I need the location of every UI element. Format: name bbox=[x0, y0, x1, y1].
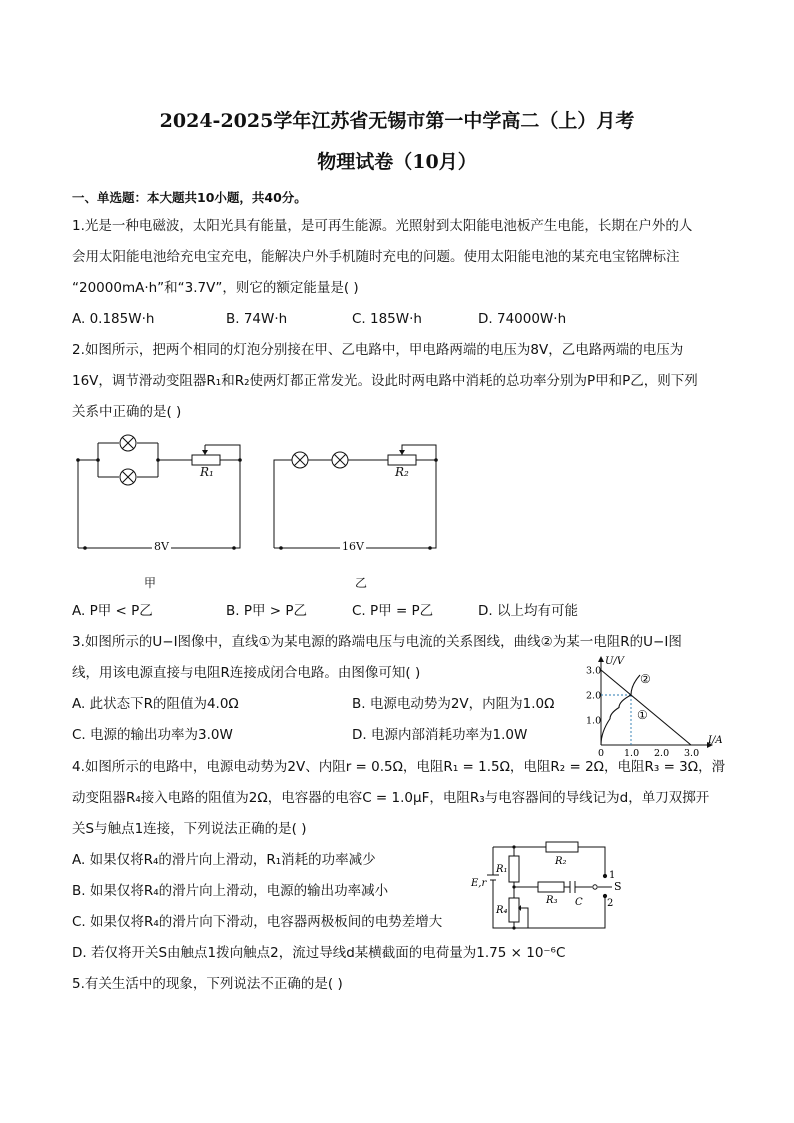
q2-option-c: C. P甲 = P乙 bbox=[352, 603, 434, 619]
q1-option-d: D. 74000W·h bbox=[478, 311, 567, 327]
q4-option-d: D. 若仅将开关S由触点1拨向触点2，流过导线d某横截面的电荷量为1.75 × 10⁻⁶C bbox=[72, 945, 566, 961]
x-tick-label: 1.0 bbox=[624, 748, 640, 759]
q5-line1: 5.有关生活中的现象，下列说法不正确的是( ) bbox=[72, 976, 343, 992]
q3-line2: 线，用该电源直接与电阻R连接成闭合电路。由图像可知( ) bbox=[72, 665, 421, 681]
q3-option-d: D. 电源内部消耗功率为1.0W bbox=[352, 727, 528, 743]
q1-line1: 1.光是一种电磁波，太阳光具有能量，是可再生能源。光照射到太阳能电池板产生电能，长期在户外的人 bbox=[72, 218, 693, 234]
y-tick-label: 1.0 bbox=[586, 715, 602, 727]
q3-option-c: C. 电源的输出功率为3.0W bbox=[72, 727, 233, 743]
y-tick-label: 2.0 bbox=[586, 690, 602, 702]
q2-line1: 2.如图所示，把两个相同的灯泡分别接在甲、乙电路中，甲电路两端的电压为8V，乙电路两端的电压为 bbox=[72, 342, 684, 358]
q2-option-a: A. P甲 < P乙 bbox=[72, 603, 153, 619]
q3-line1: 3.如图所示的U−I图像中，直线①为某电源的路端电压与电流的关系图线，曲线②为某一电阻R的U−I图 bbox=[72, 634, 682, 650]
q2-line2: 16V，调节滑动变阻器R₁和R₂使两灯都正常发光。设此时两电路中消耗的总功率分别为P甲和P乙，则下列 bbox=[72, 373, 698, 389]
label-8v: 8V bbox=[154, 540, 169, 553]
q3-option-a: A. 此状态下R的阻值为4.0Ω bbox=[72, 696, 239, 712]
q4-label-er: E,r bbox=[471, 878, 487, 889]
q2-option-d: D. 以上均有可能 bbox=[478, 603, 578, 619]
q4-option-a: A. 如果仅将R₄的滑片向上滑动，R₁消耗的功率减少 bbox=[72, 852, 376, 868]
x-tick-label: 3.0 bbox=[684, 748, 700, 759]
q1-line3: “20000mA·h”和“3.7V”，则它的额定能量是( ) bbox=[72, 280, 359, 296]
q3-option-b: B. 电源电动势为2V，内阻为1.0Ω bbox=[352, 696, 555, 712]
q1-line2: 会用太阳能电池给充电宝充电，能解决户外手机随时充电的问题。使用太阳能电池的某充电宝铭牌标注 bbox=[72, 249, 680, 265]
q1-option-b: B. 74W·h bbox=[226, 311, 288, 327]
q4-label-r2: R₂ bbox=[555, 856, 567, 867]
q4-line2: 动变阻器R₄接入电路的阻值为2Ω，电容器的电容C = 1.0μF，电阻R₃与电容器间的导线记为d，单刀双掷开 bbox=[72, 790, 710, 806]
q4-label-p1: 1 bbox=[609, 870, 616, 881]
q2-option-b: B. P甲 > P乙 bbox=[226, 603, 308, 619]
x-tick-label: 2.0 bbox=[654, 748, 670, 759]
q2-line3: 关系中正确的是( ) bbox=[72, 404, 182, 420]
q1-option-c: C. 185W·h bbox=[352, 311, 422, 327]
x-tick-label: 0 bbox=[598, 748, 605, 759]
ui-ylabel: U/V bbox=[605, 656, 625, 667]
caption-yi: 乙 bbox=[355, 576, 368, 590]
page-title: 2024-2025学年江苏省无锡市第一中学高二（上）月考 bbox=[159, 110, 635, 132]
q1-option-a: A. 0.185W·h bbox=[72, 311, 155, 327]
q4-label-r1: R₁ bbox=[496, 864, 508, 875]
q4-option-b: B. 如果仅将R₄的滑片向上滑动，电源的输出功率减小 bbox=[72, 883, 389, 899]
ui-label-curve2: ② bbox=[640, 672, 651, 686]
q4-label-s: S bbox=[614, 880, 622, 893]
q4-line3: 关S与触点1连接，下列说法正确的是( ) bbox=[72, 821, 307, 837]
q4-label-c: C bbox=[575, 897, 583, 908]
y-tick-label: 3.0 bbox=[586, 665, 602, 677]
label-r2: R₂ bbox=[395, 465, 409, 479]
label-16v: 16V bbox=[342, 540, 364, 553]
q4-label-r3: R₃ bbox=[546, 895, 558, 906]
ui-label-line1: ① bbox=[637, 708, 648, 722]
section-heading: 一、单选题：本大题共10小题，共40分。 bbox=[72, 190, 307, 205]
label-r1: R₁ bbox=[200, 465, 214, 479]
q4-line1: 4.如图所示的电路中，电源电动势为2V、内阻r = 0.5Ω，电阻R₁ = 1.5Ω，电阻R₂ = 2Ω，电阻R₃ = 3Ω，滑 bbox=[72, 759, 726, 775]
caption-jia: 甲 bbox=[144, 576, 157, 590]
ui-xlabel: I/A bbox=[708, 735, 723, 746]
q4-label-r4: R₄ bbox=[496, 905, 508, 916]
q4-label-p2: 2 bbox=[607, 898, 614, 909]
page-subtitle: 物理试卷（10月） bbox=[317, 151, 477, 173]
q4-option-c: C. 如果仅将R₄的滑片向下滑动，电容器两极板间的电势差增大 bbox=[72, 914, 443, 930]
